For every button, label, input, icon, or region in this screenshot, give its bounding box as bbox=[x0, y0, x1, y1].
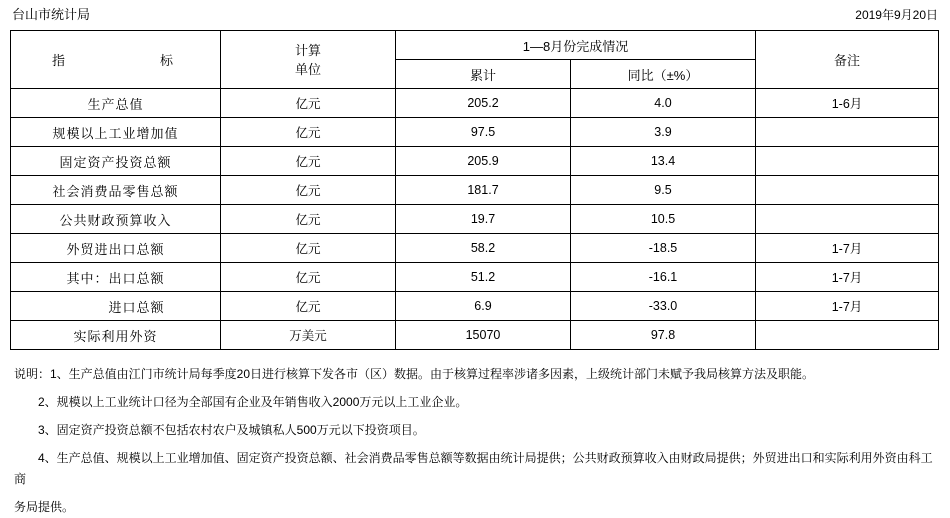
row-yoy: 3.9 bbox=[571, 118, 756, 147]
row-indicator: 规模以上工业增加值 bbox=[11, 118, 221, 147]
column-header-indicator bbox=[11, 31, 221, 89]
footnote-1: 说明：1、生产总值由江门市统计局每季度20日进行核算下发各市（区）数据。由于核算过程率涉诸多因素，上级统计部门未赋予我局核算方法及职能。 bbox=[14, 367, 815, 381]
row-unit: 亿元 bbox=[221, 292, 396, 321]
row-yoy: 13.4 bbox=[571, 147, 756, 176]
row-cumulative: 205.9 bbox=[396, 147, 571, 176]
row-yoy: 4.0 bbox=[571, 89, 756, 118]
row-yoy: 97.8 bbox=[571, 321, 756, 350]
row-yoy: 10.5 bbox=[571, 205, 756, 234]
row-indicator: 实际利用外资 bbox=[11, 321, 221, 350]
row-cumulative: 181.7 bbox=[396, 176, 571, 205]
table-head bbox=[11, 31, 939, 89]
row-note: 1-7月 bbox=[756, 292, 939, 321]
footnote-2: 2、规模以上工业统计口径为全部国有企业及年销售收入2000万元以上工业企业。 bbox=[38, 395, 468, 409]
table-row bbox=[11, 89, 939, 118]
row-cumulative: 51.2 bbox=[396, 263, 571, 292]
row-unit: 万美元 bbox=[221, 321, 396, 350]
table-row bbox=[11, 234, 939, 263]
row-note bbox=[756, 147, 939, 176]
row-cumulative: 97.5 bbox=[396, 118, 571, 147]
row-cumulative: 15070 bbox=[396, 321, 571, 350]
row-cumulative: 6.9 bbox=[396, 292, 571, 321]
table-row bbox=[11, 292, 939, 321]
row-note bbox=[756, 321, 939, 350]
row-note bbox=[756, 118, 939, 147]
row-unit: 亿元 bbox=[221, 147, 396, 176]
row-unit: 亿元 bbox=[221, 89, 396, 118]
row-yoy: 9.5 bbox=[571, 176, 756, 205]
table-row bbox=[11, 176, 939, 205]
issuing-organization: 台山市统计局 bbox=[12, 7, 91, 22]
footnote-4-continued: 务局提供。 bbox=[14, 500, 75, 514]
footnote-3: 3、固定资产投资总额不包括农村农户及城镇私人500万元以下投资项目。 bbox=[38, 423, 425, 437]
row-note bbox=[756, 176, 939, 205]
column-header-cumulative: 累计 bbox=[396, 60, 571, 89]
column-header-yoy: 同比（±%） bbox=[571, 60, 756, 89]
row-unit: 亿元 bbox=[221, 263, 396, 292]
row-indicator: 其中：出口总额 bbox=[11, 263, 221, 292]
column-header-unit-line2: 单位 bbox=[294, 61, 321, 77]
footnotes bbox=[10, 364, 940, 518]
footnote-4: 4、生产总值、规模以上工业增加值、固定资产投资总额、社会消费品零售总额等数据由统计局提供；公共财政预算收入由财政局提供；外贸进出口和实际利用外资由科工商 bbox=[14, 451, 933, 486]
row-indicator: 外贸进出口总额 bbox=[11, 234, 221, 263]
row-yoy: -18.5 bbox=[571, 234, 756, 263]
row-indicator: 固定资产投资总额 bbox=[11, 147, 221, 176]
table-row bbox=[11, 205, 939, 234]
row-yoy: -16.1 bbox=[571, 263, 756, 292]
row-cumulative: 58.2 bbox=[396, 234, 571, 263]
row-unit: 亿元 bbox=[221, 205, 396, 234]
row-cumulative: 19.7 bbox=[396, 205, 571, 234]
document-header bbox=[10, 6, 940, 24]
column-header-period-group: 1—8月份完成情况 bbox=[396, 31, 756, 60]
row-note: 1-7月 bbox=[756, 234, 939, 263]
row-indicator: 社会消费品零售总额 bbox=[11, 176, 221, 205]
table-body bbox=[11, 89, 939, 350]
row-indicator: 公共财政预算收入 bbox=[11, 205, 221, 234]
row-note: 1-6月 bbox=[756, 89, 939, 118]
row-yoy: -33.0 bbox=[571, 292, 756, 321]
statistics-table bbox=[10, 30, 939, 350]
table-row bbox=[11, 118, 939, 147]
column-header-unit-line1: 计算 bbox=[294, 42, 321, 58]
row-unit: 亿元 bbox=[221, 118, 396, 147]
row-unit: 亿元 bbox=[221, 176, 396, 205]
column-header-unit bbox=[221, 31, 396, 89]
row-unit: 亿元 bbox=[221, 234, 396, 263]
row-cumulative: 205.2 bbox=[396, 89, 571, 118]
row-indicator: 生产总值 bbox=[11, 89, 221, 118]
table-row bbox=[11, 263, 939, 292]
table-header-row-1 bbox=[11, 31, 939, 60]
column-header-note: 备注 bbox=[756, 31, 939, 89]
table-row bbox=[11, 321, 939, 350]
column-header-indicator-label: 指 标 bbox=[51, 53, 187, 68]
table-row bbox=[11, 147, 939, 176]
row-note bbox=[756, 205, 939, 234]
row-indicator: 进口总额 bbox=[11, 292, 221, 321]
publication-date: 2019年9月20日 bbox=[855, 8, 938, 22]
row-note: 1-7月 bbox=[756, 263, 939, 292]
